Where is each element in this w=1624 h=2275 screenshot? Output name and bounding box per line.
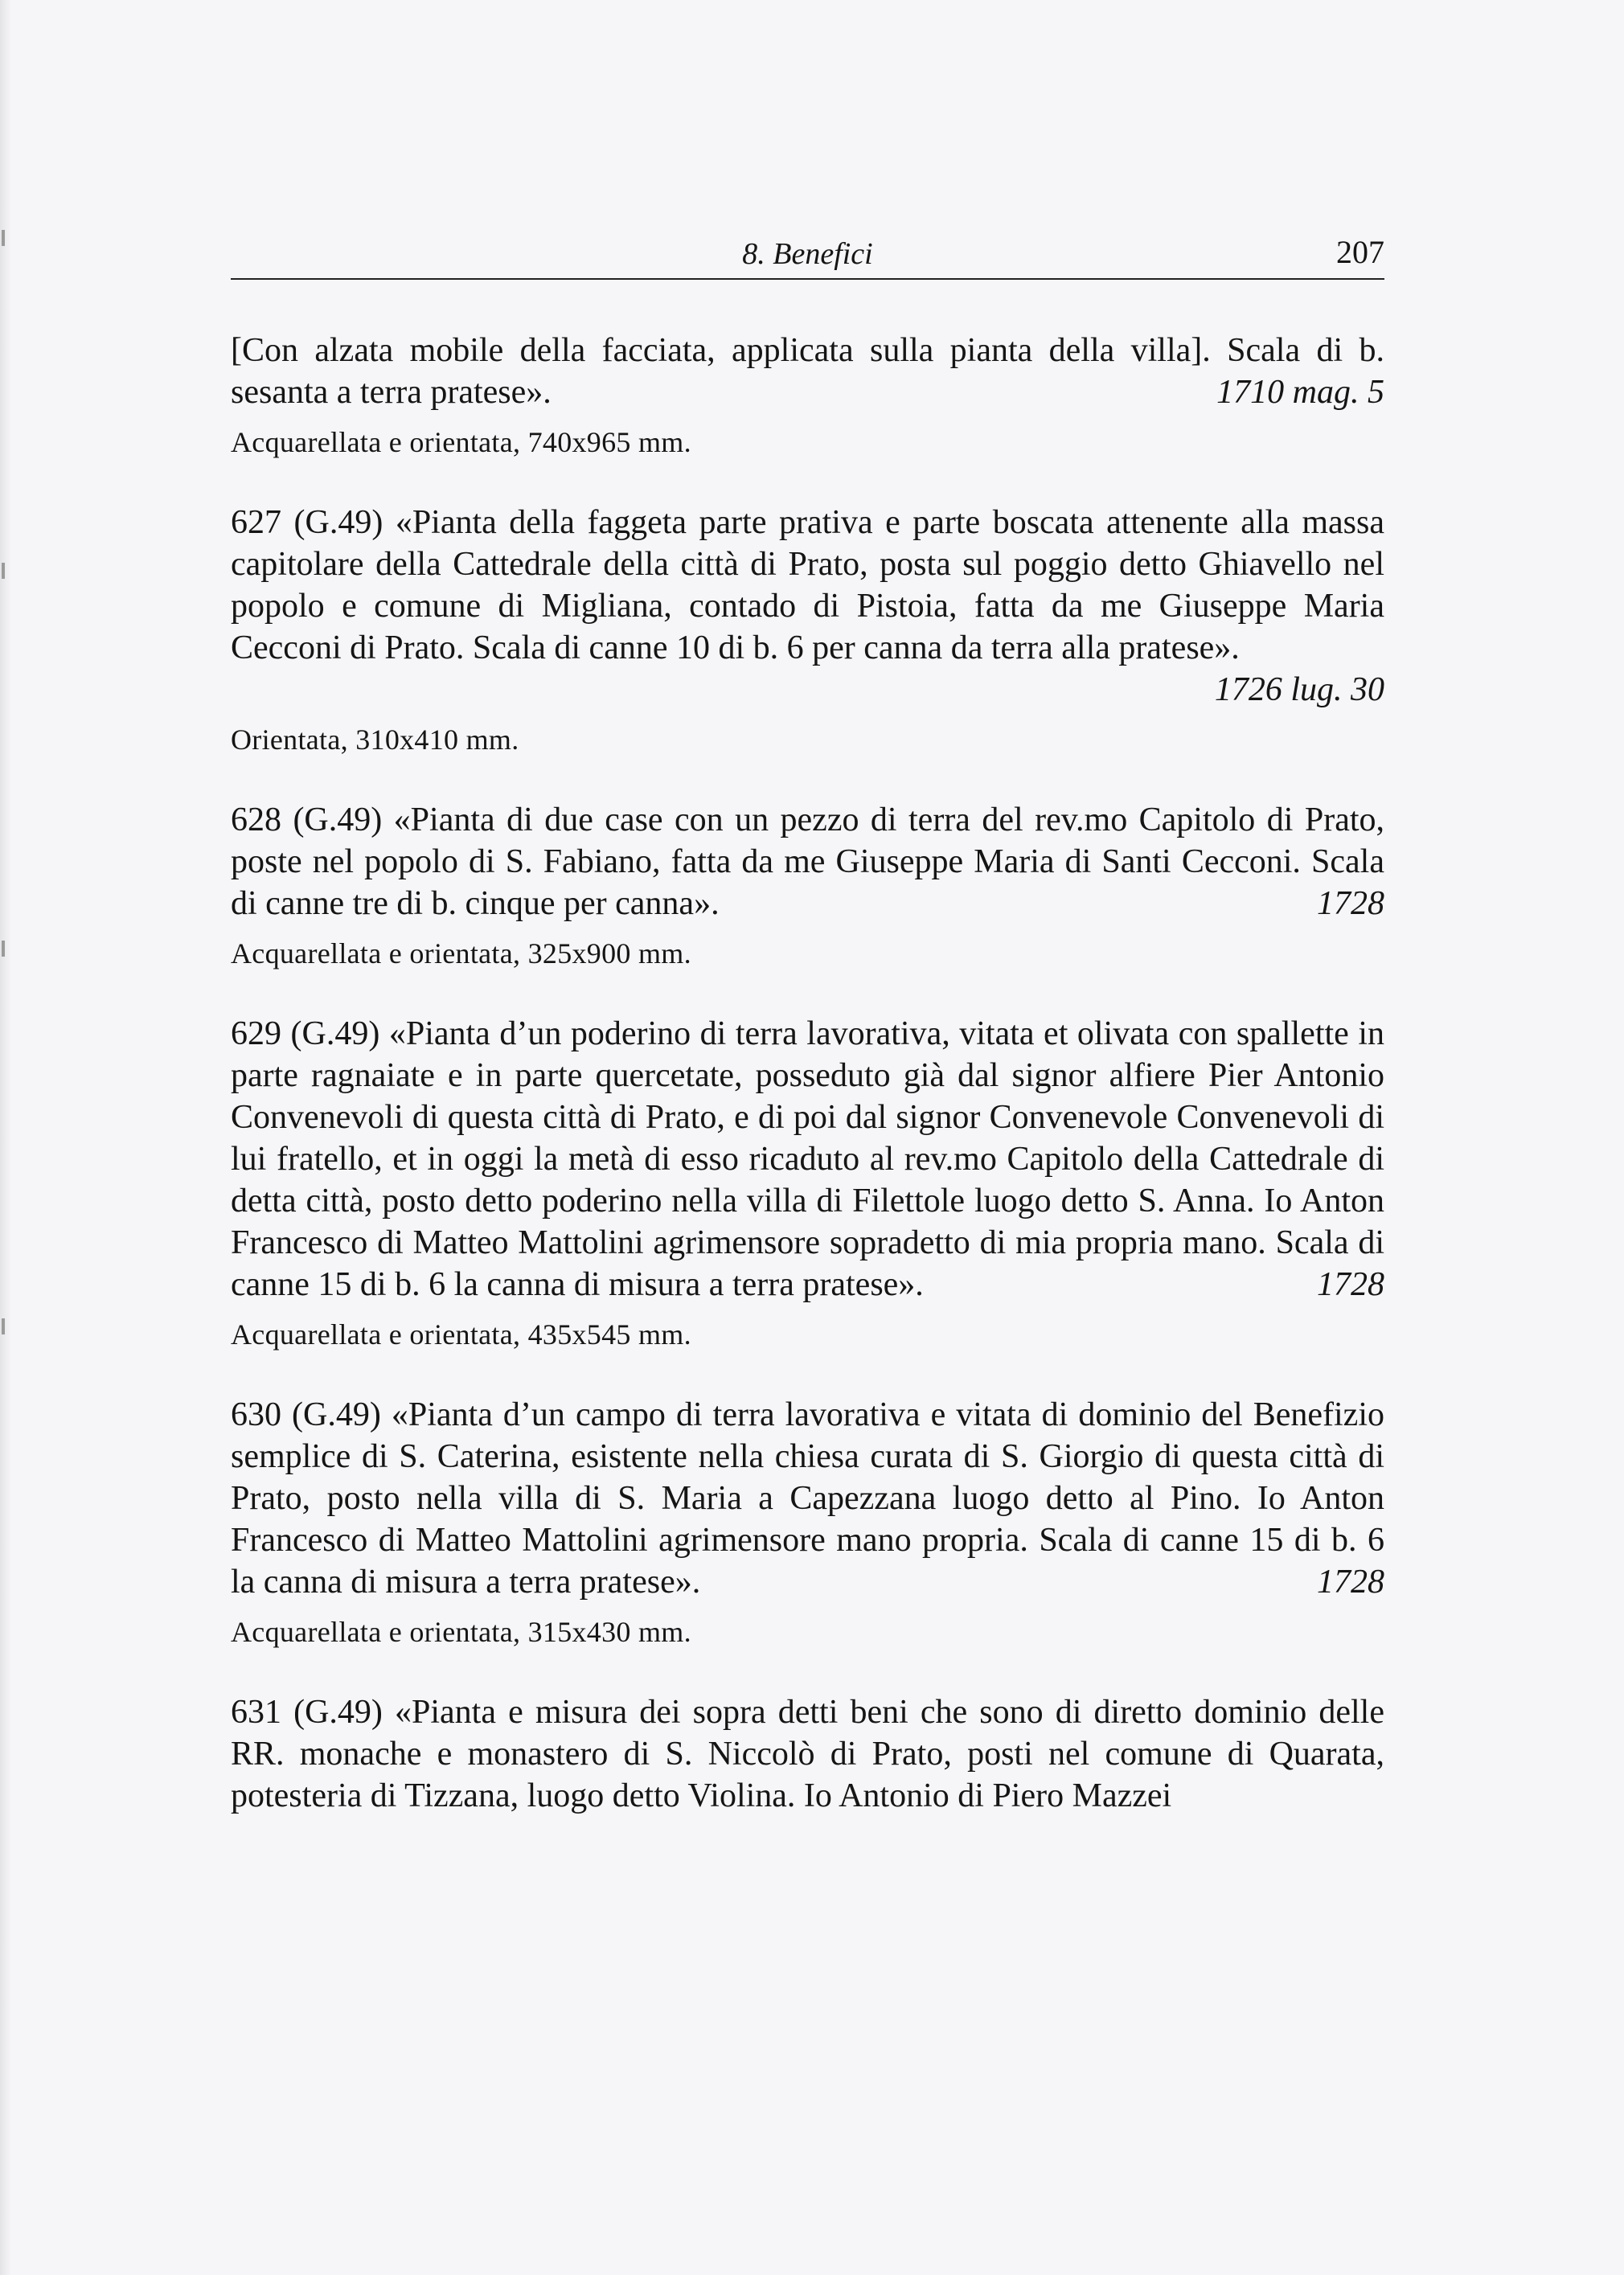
binding-mark [2,230,5,246]
entry-physical-note: Acquarellata e orientata, 315x430 mm. [231,1616,691,1648]
entry-date: 1728 [1317,1564,1384,1601]
running-title: 8. Benefici [742,237,873,271]
page-edge-shadow [0,0,11,2275]
entry-text-block [231,1394,1384,1603]
entry-physical-note: Orientata, 310x410 mm. [231,723,519,756]
catalog-entries [231,330,1384,1859]
entry-description: 628 (G.49) «Pianta di due case con un pezzo di terra del rev.mo Capitolo di Prato, poste nel popolo di S. Fabiano, fatta da me Giuseppe Maria di Santi Cecconi. Scala di canne tre di b. cinque per canna». [231,801,1384,922]
catalog-entry [231,799,1384,971]
entry-date: 1710 mag. 5 [1216,374,1384,411]
catalog-entry [231,1013,1384,1352]
catalog-entry [231,502,1384,757]
binding-mark [2,563,5,579]
catalog-entry [231,1691,1384,1817]
entry-text-block [231,1013,1384,1306]
catalog-entry [231,1394,1384,1650]
binding-mark [2,941,5,957]
entry-physical-note: Acquarellata e orientata, 435x545 mm. [231,1318,691,1351]
binding-mark [2,1318,5,1334]
entry-physical-note: Acquarellata e orientata, 325x900 mm. [231,937,691,969]
catalog-entry [231,330,1384,460]
page-number: 207 [1336,234,1384,270]
entry-date: 1728 [1317,885,1384,922]
entry-description: 627 (G.49) «Pianta della faggeta parte prativa e parte boscata attenente alla massa capitolare della Cattedrale della città di Prato, posta sul poggio detto Ghiavello nel popolo e comune di Migliana, contado di Pistoia, fatta da me Giuseppe Maria Cecconi di Prato. Scala di canne 10 di b. 6 per canna da terra alla pratese». [231,504,1384,666]
entry-description: 631 (G.49) «Pianta e misura dei sopra detti beni che sono di diretto dominio delle RR. monache e monastero di S. Niccolò di Prato, posti nel comune di Quarata, potesteria di Tizzana, luogo detto Violina. Io Antonio di Piero Mazzei [231,1694,1384,1814]
entry-date: 1726 lug. 30 [1214,671,1384,708]
entry-text-block [231,799,1384,924]
entry-physical-note: Acquarellata e orientata, 740x965 mm. [231,426,691,458]
entry-text-block [231,502,1384,711]
entry-description: [Con alzata mobile della facciata, applicata sulla pianta della villa]. Scala di b. sesanta a terra pratese». [231,332,1384,411]
entry-text-block [231,1691,1384,1817]
entry-date: 1728 [1317,1266,1384,1303]
entry-description: 630 (G.49) «Pianta d’un campo di terra lavorativa e vitata di dominio del Benefizio semplice di S. Caterina, esistente nella chiesa curata di S. Giorgio di questa città di Prato, posto nella villa di S. Maria a Capezzana luogo detto al Pino. Io Anton Francesco di Matteo Mattolini agrimensore mano propria. Scala di canne 15 di b. 6 la canna di misura a terra pratese». [231,1396,1384,1601]
entry-text-block [231,330,1384,413]
page-header [231,230,1384,280]
entry-description: 629 (G.49) «Pianta d’un poderino di terra lavorativa, vitata et olivata con spallette in parte ragnaiate e in parte quercetate, posseduto già dal signor alfiere Pier Antonio Convenevoli di questa città di Prato, e di poi dal signor Convenevole Convenevoli di lui fratello, et in oggi la metà di esso ricaduto al rev.mo Capitolo della Cattedrale di detta città, posto detto poderino nella villa di Filettole luogo detto S. Anna. Io Anton Francesco di Matteo Mattolini agrimensore sopradetto di mia propria mano. Scala di canne 15 di b. 6 la canna di misura a terra pratese». [231,1015,1384,1303]
